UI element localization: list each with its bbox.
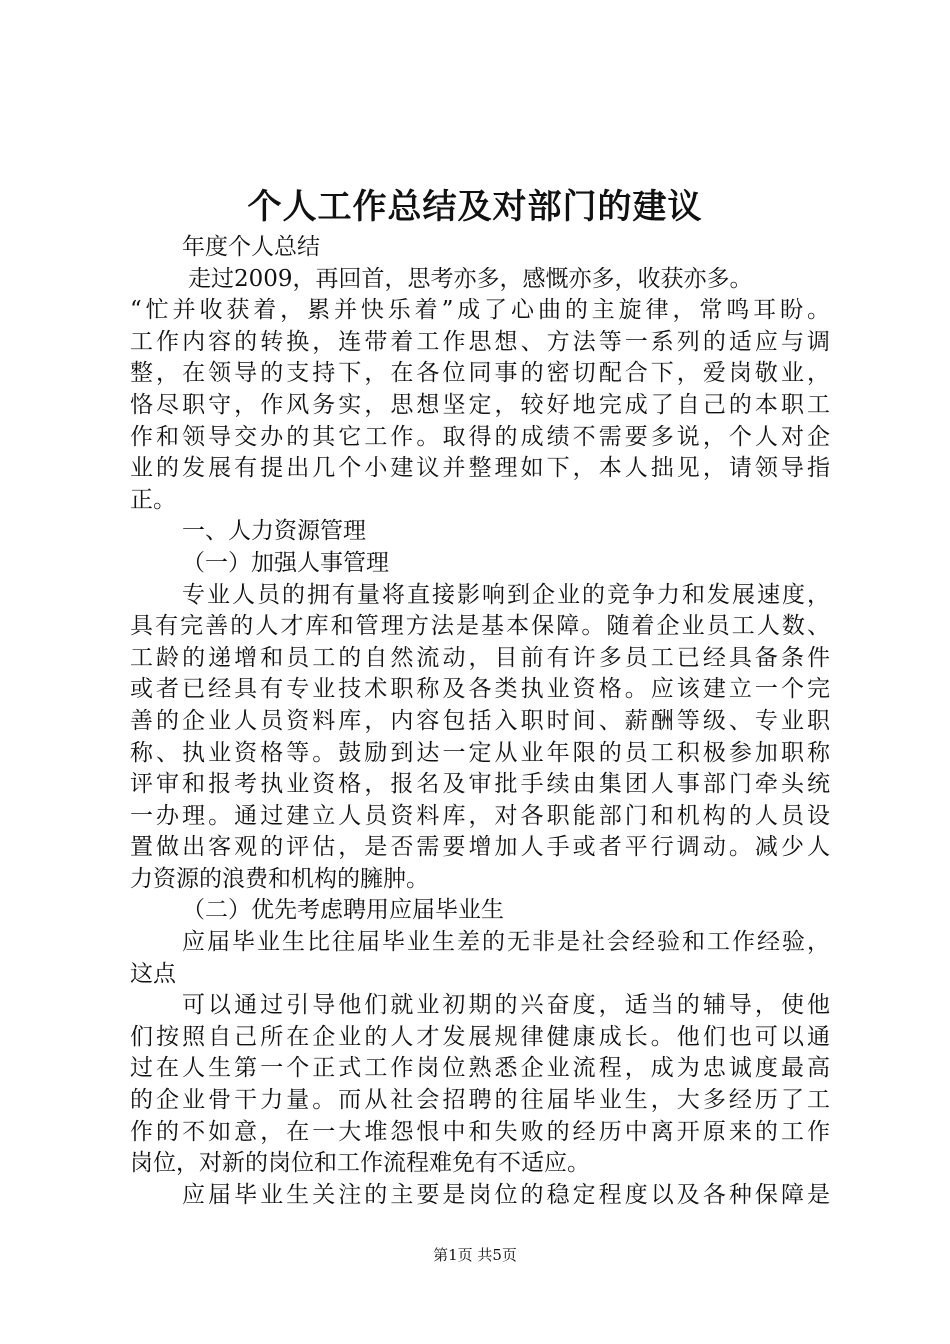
document-title: 个人工作总结及对部门的建议 [247, 187, 703, 227]
subsection-heading: （一）加强人事管理 [182, 549, 389, 576]
text-line: 应届毕业生比往届毕业生差的无非是社会经验和工作经验， [182, 929, 830, 956]
text-line: 评审和报考执业资格，报名及审批手续由集团人事部门牵头统 [130, 771, 830, 798]
text-line: 们按照自己所在企业的人才发展规律健康成长。他们也可以通 [130, 1023, 830, 1050]
text-line: 整，在领导的支持下，在各位同事的密切配合下，爱岗敬业， [130, 360, 830, 387]
text-line: 正。 [130, 486, 176, 513]
document-body [130, 232, 830, 1211]
section-heading: 一、人力资源管理 [182, 518, 366, 545]
text-line: 工作内容的转换，连带着工作思想、方法等一系列的适应与调 [130, 328, 830, 355]
text-line: 年度个人总结 [182, 234, 320, 260]
text-line: 工龄的递增和员工的自然流动，目前有许多员工已经具备条件 [130, 644, 830, 671]
page-footer: 第1页 共5页 [433, 1246, 517, 1264]
text-line: 过在人生第一个正式工作岗位熟悉企业流程，成为忠诚度最高 [130, 1055, 830, 1082]
text-line: 走过2009，再回首，思考亦多，感慨亦多，收获亦多。 [188, 265, 753, 292]
text-line: 称、执业资格等。鼓励到达一定从业年限的员工积极参加职称 [130, 739, 830, 766]
text-line: 置做出客观的评估，是否需要增加人手或者平行调动。减少人 [130, 834, 830, 861]
subsection-heading: （二）优先考虑聘用应届毕业生 [182, 897, 504, 924]
text-line: 作和领导交办的其它工作。取得的成绩不需要多说，个人对企 [130, 423, 830, 450]
text-line: 业的发展有提出几个小建议并整理如下，本人拙见，请领导指 [130, 455, 830, 482]
text-line: 一办理。通过建立人员资料库，对各职能部门和机构的人员设 [130, 802, 830, 829]
text-line: 专业人员的拥有量将直接影响到企业的竞争力和发展速度， [182, 581, 830, 608]
text-line: 岗位，对新的岗位和工作流程难免有不适应。 [130, 1150, 590, 1177]
text-line: 恪尽职守，作风务实，思想坚定，较好地完成了自己的本职工 [130, 391, 830, 418]
text-line: 这点 [130, 960, 176, 987]
text-line: 或者已经具有专业技术职称及各类执业资格。应该建立一个完 [130, 676, 830, 703]
text-line: 作的不如意，在一大堆怨恨中和失败的经历中离开原来的工作 [130, 1118, 830, 1145]
text-line: 应届毕业生关注的主要是岗位的稳定程度以及各种保障是 [182, 1181, 830, 1208]
text-line: 善的企业人员资料库，内容包括入职时间、薪酬等级、专业职 [130, 707, 830, 734]
text-line: “忙并收获着，累并快乐着”成了心曲的主旋律，常鸣耳盼。 [130, 297, 830, 324]
text-line: 的企业骨干力量。而从社会招聘的往届毕业生，大多经历了工 [130, 1087, 830, 1114]
text-line: 可以通过引导他们就业初期的兴奋度，适当的辅导，使他 [182, 992, 830, 1019]
text-line: 具有完善的人才库和管理方法是基本保障。随着企业员工人数、 [130, 613, 830, 640]
text-line: 力资源的浪费和机构的臃肿。 [130, 865, 429, 892]
